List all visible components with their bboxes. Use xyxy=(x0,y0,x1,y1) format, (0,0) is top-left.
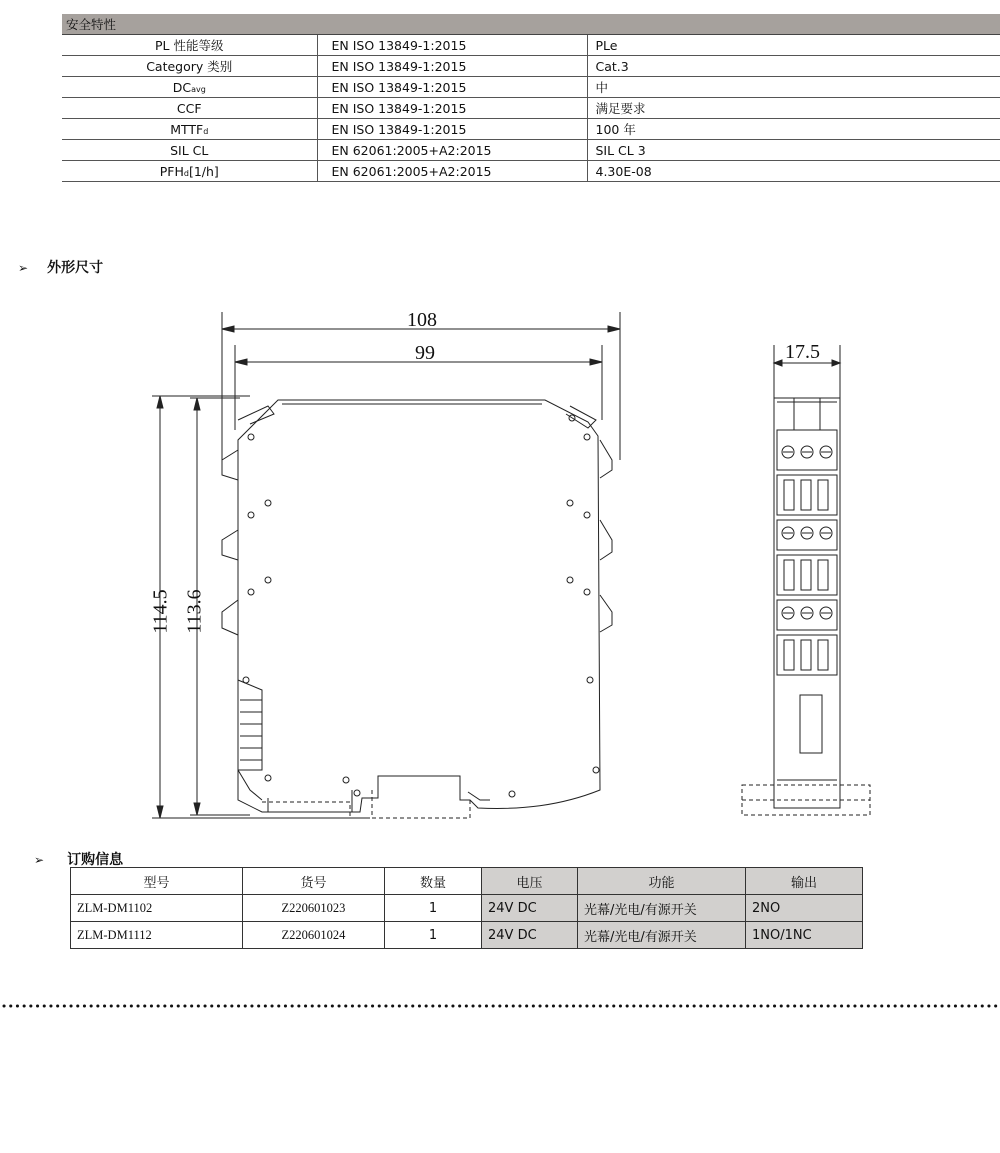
param-tail: [1/h] xyxy=(188,163,219,179)
cell-qty: 1 xyxy=(385,895,482,922)
safety-standard: EN 62061:2005+A2:2015 xyxy=(317,161,587,182)
param-subscript: d xyxy=(183,168,189,178)
safety-value: SIL CL 3 xyxy=(587,140,1000,161)
safety-value: 4.30E-08 xyxy=(587,161,1000,182)
safety-value: 中 xyxy=(587,77,1000,98)
safety-value: 100 年 xyxy=(587,119,1000,140)
dim-thickness: 17.5 xyxy=(785,341,820,363)
cell-code: Z220601024 xyxy=(243,922,385,949)
table-row xyxy=(71,895,863,922)
col-header-model: 型号 xyxy=(71,868,243,895)
safety-standard: EN ISO 13849-1:2015 xyxy=(317,56,587,77)
dim-body-height: 113.6 xyxy=(183,589,206,634)
safety-standard: EN ISO 13849-1:2015 xyxy=(317,119,587,140)
cell-voltage: 24V DC xyxy=(482,922,578,949)
col-header-output: 输出 xyxy=(746,868,863,895)
col-header-function: 功能 xyxy=(578,868,746,895)
cell-function: 光幕/光电/有源开关 xyxy=(578,895,746,922)
side-view-drawing xyxy=(730,330,880,830)
param-main: DC xyxy=(172,79,192,95)
param-main: MTTF xyxy=(170,121,204,137)
ordering-heading xyxy=(34,849,123,869)
cell-output: 1NO/1NC xyxy=(746,922,863,949)
safety-table-title: 安全特性 xyxy=(62,14,1000,35)
dim-overall-width: 108 xyxy=(407,309,437,331)
safety-standard: EN ISO 13849-1:2015 xyxy=(317,35,587,56)
cell-voltage: 24V DC xyxy=(482,895,578,922)
dotted-separator xyxy=(0,1001,1000,1011)
dim-overall-height: 114.5 xyxy=(149,589,172,634)
safety-param-name: PL 性能等级 xyxy=(62,35,317,56)
param-main: PFH xyxy=(159,163,184,179)
cell-model: ZLM-DM1112 xyxy=(71,922,243,949)
dimensions-title: 外形尺寸 xyxy=(47,260,104,276)
safety-value: PLe xyxy=(587,35,1000,56)
cell-qty: 1 xyxy=(385,922,482,949)
col-header-voltage: 电压 xyxy=(482,868,578,895)
param-subscript: avg xyxy=(191,84,206,94)
safety-standard: EN ISO 13849-1:2015 xyxy=(317,77,587,98)
safety-value: 满足要求 xyxy=(587,98,1000,119)
param-subscript: d xyxy=(203,126,209,136)
cell-output: 2NO xyxy=(746,895,863,922)
safety-standard: EN ISO 13849-1:2015 xyxy=(317,98,587,119)
dim-body-width: 99 xyxy=(415,342,435,364)
cell-code: Z220601023 xyxy=(243,895,385,922)
order-table-header xyxy=(71,868,863,895)
cell-model: ZLM-DM1102 xyxy=(71,895,243,922)
safety-param-name: Category 类别 xyxy=(62,56,317,77)
safety-param-name: SIL CL xyxy=(62,140,317,161)
ordering-title: 订购信息 xyxy=(67,852,124,868)
col-header-qty: 数量 xyxy=(385,868,482,895)
safety-standard: EN 62061:2005+A2:2015 xyxy=(317,140,587,161)
safety-value: Cat.3 xyxy=(587,56,1000,77)
table-row xyxy=(71,922,863,949)
bullet-arrow-icon: ➢ xyxy=(34,853,45,867)
safety-param-name: CCF xyxy=(62,98,317,119)
bullet-arrow-icon: ➢ xyxy=(18,261,29,275)
order-table xyxy=(70,867,863,949)
col-header-code: 货号 xyxy=(243,868,385,895)
cell-function: 光幕/光电/有源开关 xyxy=(578,922,746,949)
